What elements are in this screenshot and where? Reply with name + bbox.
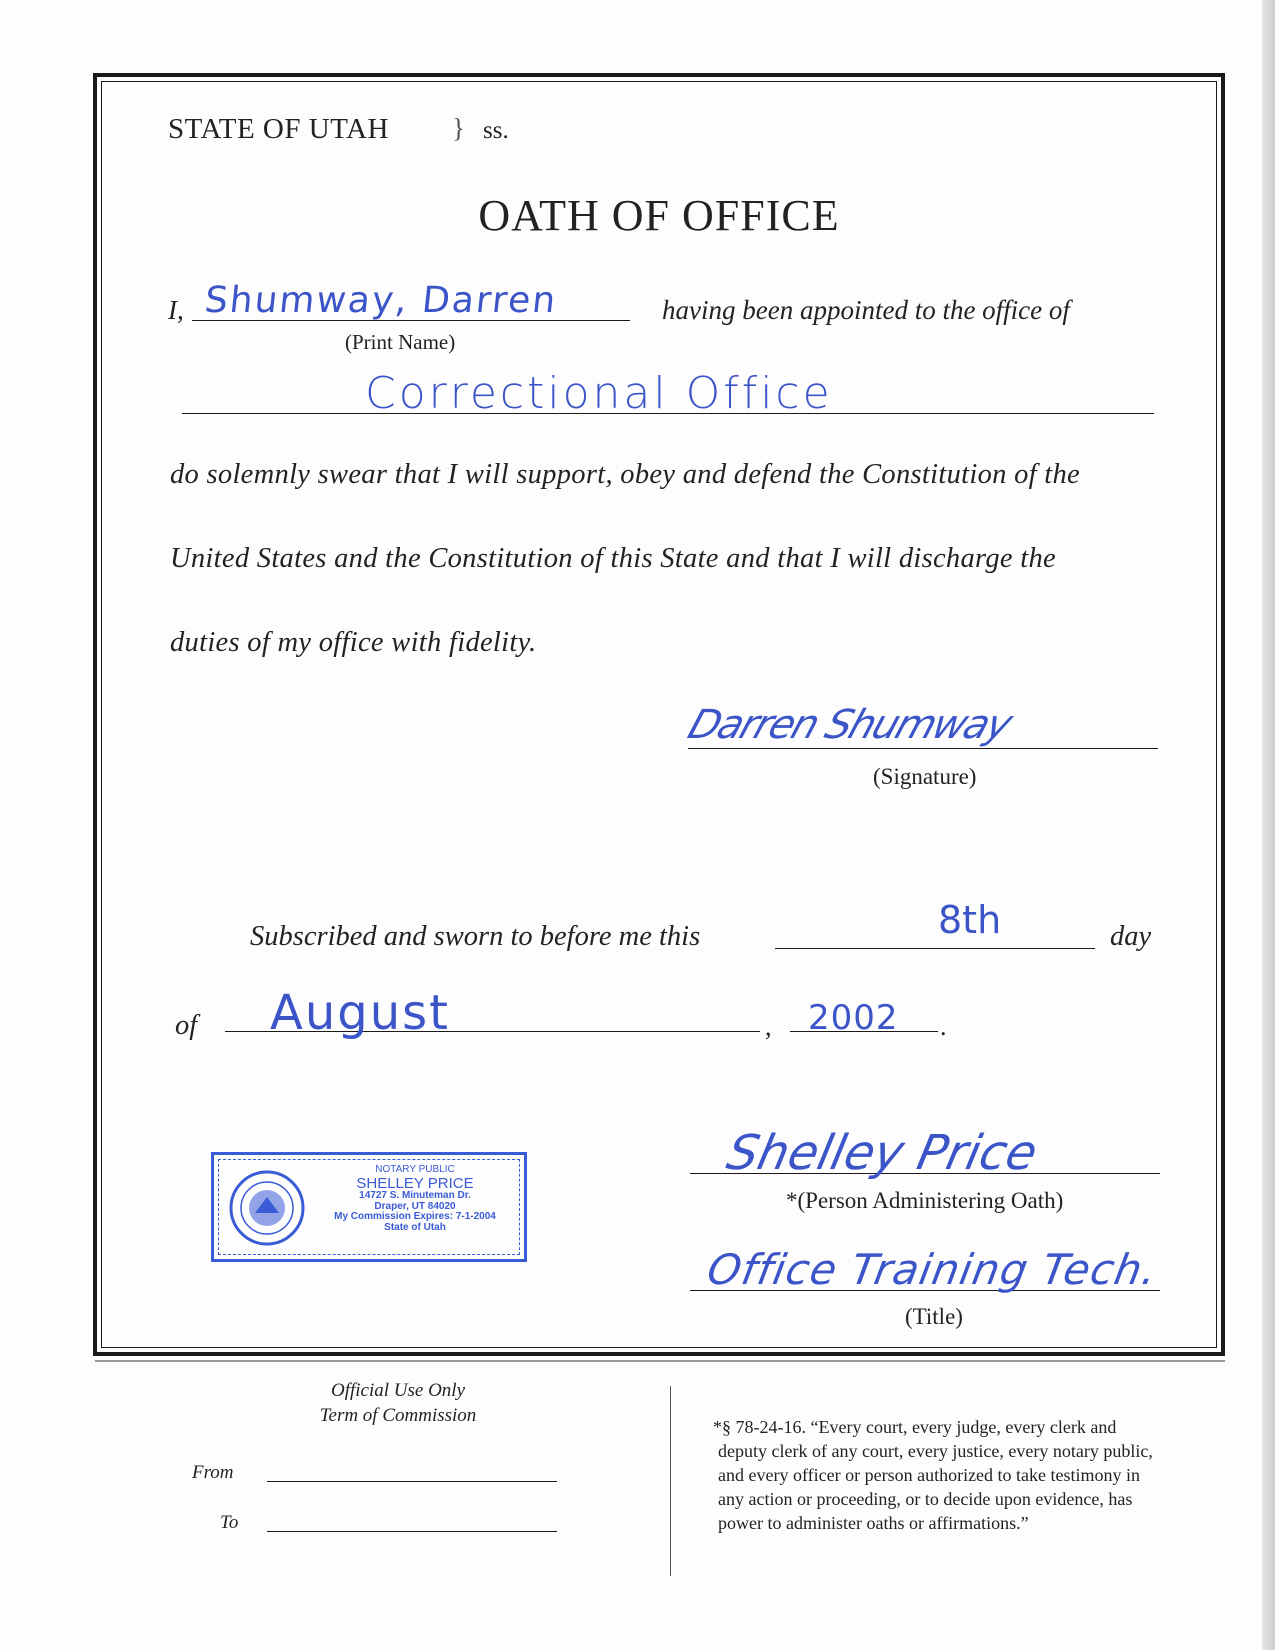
oath-line-2: United States and the Constitution of this State and that I will discharge the [170,543,1057,574]
of-label: of [175,1010,198,1041]
footnote-line-4: any action or proceeding, or to decide upon evidence, has [718,1489,1133,1509]
official-use-label: Official Use Only [330,1380,466,1401]
handwritten-day: 8th [938,898,1002,942]
handwritten-administrator: Shelley Price [722,1125,1043,1181]
signature-line [688,748,1158,749]
oath-line-3: duties of my office with fidelity. [170,627,537,658]
handwritten-office: Correctional Office [365,368,833,419]
term-label: Term of Commission [319,1405,477,1426]
stamp-line-3: 14727 S. Minuteman Dr. [359,1190,471,1202]
appointed-text: having been appointed to the office of [662,295,1070,325]
handwritten-signature: Darren Shumway [682,702,1017,748]
footnote-line-1: *§ 78-24-16. “Every court, every judge, every clerk and [713,1417,1117,1437]
footnote-line-3: and every officer or person authorized to take testimony in [718,1465,1141,1485]
day-label: day [1110,921,1152,952]
stamp-text [310,1165,520,1233]
from-label: From [192,1462,234,1483]
ss-brace: } [452,113,465,143]
sworn-text: Subscribed and sworn to before me this [250,921,701,952]
title-caption: (Title) [905,1304,963,1329]
page-edge [1262,0,1275,1650]
state-label: STATE OF UTAH [168,113,389,145]
handwritten-name: Shumway, Darren [202,280,560,321]
to-label: To [220,1512,239,1533]
handwritten-year: 2002 [808,998,899,1038]
ss-label: ss. [483,117,509,144]
administrator-caption: *(Person Administering Oath) [786,1188,1064,1213]
signature-caption: (Signature) [873,764,977,789]
footnote-line-5: power to administer oaths or affirmations.” [718,1513,1029,1533]
oath-line-1: do solemnly swear that I will support, obey and defend the Constitution of the [170,459,1081,490]
year-period: . [940,1012,947,1041]
stamp-line-5: My Commission Expires: 7-1-2004 [334,1211,496,1223]
handwritten-month: August [270,985,450,1041]
month-comma: , [765,1012,772,1041]
stamp-line-4: Draper, UT 84020 [374,1200,456,1212]
stamp-line-6: State of Utah [384,1221,446,1233]
i-label: I, [168,295,184,325]
day-line [775,948,1095,949]
handwritten-title: Office Training Tech. [703,1245,1162,1294]
footnote-line-2: deputy clerk of any court, every justice, every notary public, [718,1441,1153,1461]
border-shadow [95,1360,1225,1362]
to-line [267,1531,557,1532]
footer-divider [670,1386,671,1576]
stamp-line-2: SHELLEY PRICE [356,1174,474,1192]
from-line [267,1481,557,1482]
stamp-line-1: NOTARY PUBLIC [375,1164,455,1175]
state-seal-icon [228,1169,306,1247]
notary-stamp [211,1152,527,1262]
print-name-caption: (Print Name) [345,330,456,354]
document-title: OATH OF OFFICE [478,191,840,240]
